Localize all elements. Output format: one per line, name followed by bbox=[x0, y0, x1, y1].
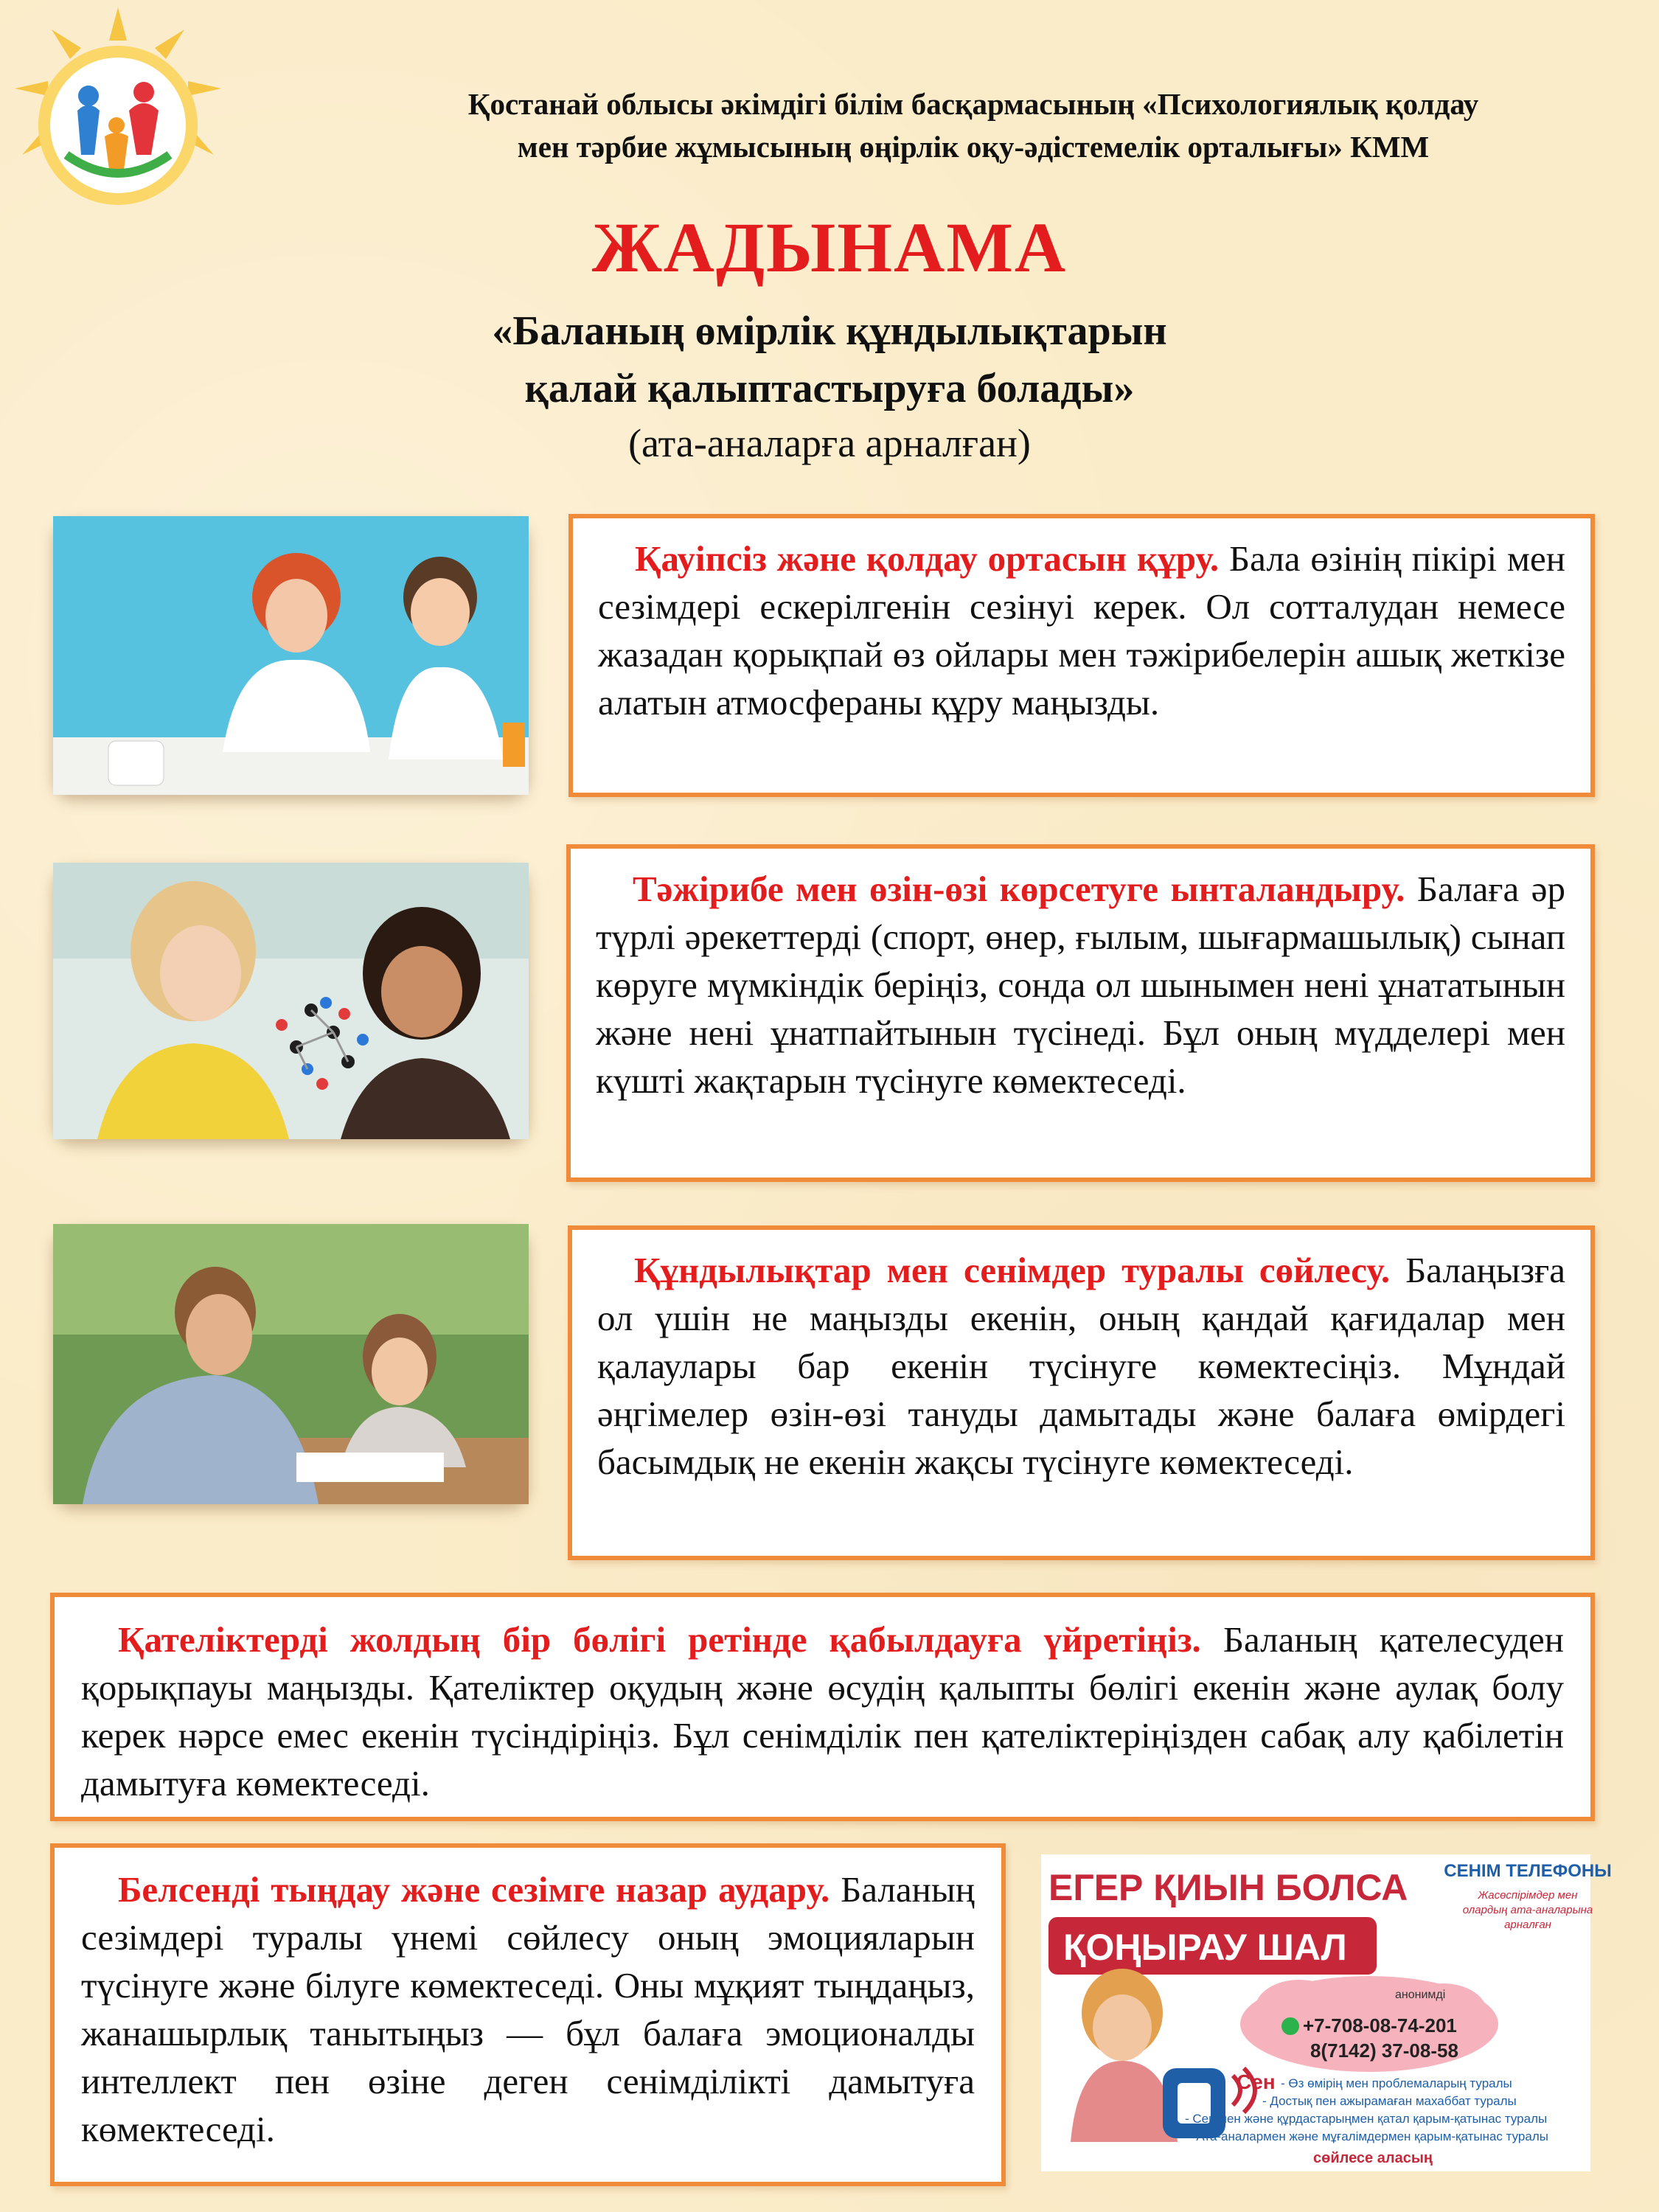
organization-name-line-2: мен тәрбие жұмысының өңірлік оқу-әдістемелік орталығы» КММ bbox=[517, 130, 1430, 164]
tip-5-heading: Белсенді тыңдау және сезімге назар аудару. bbox=[118, 1869, 830, 1910]
tip-card-5 bbox=[50, 1843, 1006, 2186]
you-label: Сен bbox=[1237, 2070, 1276, 2093]
center-logo bbox=[7, 7, 229, 229]
trust-phone-title: СЕНІМ ТЕЛЕФОНЫ bbox=[1444, 1861, 1612, 1881]
photo-girls-with-molecule-model bbox=[53, 863, 529, 1139]
photo-mother-and-son bbox=[53, 516, 529, 795]
tip-card-2 bbox=[566, 844, 1595, 1182]
tip-4-heading: Қателіктерді жолдың бір бөлігі ретінде қабылдауға үйретіңіз. bbox=[118, 1619, 1201, 1660]
phone-numbers-cloud bbox=[1240, 1976, 1498, 2072]
trust-phone-sub-1: Жасөспірімдер мен bbox=[1478, 1889, 1578, 1902]
photo-father-and-daughter bbox=[53, 1224, 529, 1504]
phone-number-2: 8(7142) 37-08-58 bbox=[1310, 2039, 1458, 2062]
organization-name bbox=[310, 83, 1637, 168]
tip-3-text: Балаңызға ол үшін не маңызды екенін, оның қандай қағидалар мен қалаулары бар екенін түсінуге көмектесіңіз. Мұндай әңгімелер өзін-өзі тануды дамытады және балаға өмірдегі басымдық не екенін жақсы түсінуге көмектеседі. bbox=[597, 1250, 1565, 1482]
phone-number-1: +7-708-08-74-201 bbox=[1303, 2014, 1457, 2037]
tip-card-4 bbox=[50, 1593, 1595, 1821]
tip-2-text: Балаға әр түрлі әрекеттерді (спорт, өнер, ғылым, шығармашылық) сынап көруге мүмкіндік беріңіз, сонда ол шынымен нені ұнататынын және нені ұнатпайтынын түсінеді. Бұл оның мүдделері мен күшті жақтарын түсінуге көмектеседі. bbox=[596, 869, 1565, 1101]
tip-3-heading: Құндылықтар мен сенімдер туралы сөйлесу. bbox=[634, 1250, 1391, 1290]
hotline-footer: сөйлесе аласың bbox=[1313, 2150, 1433, 2166]
tip-card-1 bbox=[568, 514, 1595, 797]
tip-1-text: Бала өзінің пікірі мен сезімдері ескерілгенін сезінуі керек. Ол сотталудан немесе жазадан қорықпай өз ойлары мен тәжірибелерін ашық жеткізе алатын атмосфераны құру маңызды. bbox=[598, 538, 1565, 723]
hotline-headline-1: ЕГЕР ҚИЫН БОЛСА bbox=[1048, 1867, 1408, 1908]
tip-5-text: Баланың сезімдері туралы үнемі сөйлесу оның эмоцияларын түсінуге және білуге көмектеседі. Оны мұқият тыңдаңыз, жанашырлық танытыңыз — бұл балаға эмоционалды интеллект пен өзіне деген сенімділікті дамытуға көмектеседі. bbox=[81, 1869, 975, 2149]
topic-1: - Өз өмірің мен проблемаларың туралы bbox=[1281, 2076, 1512, 2090]
topic-2: - Достық пен ажырамаған махаббат туралы bbox=[1262, 2094, 1517, 2108]
trust-phone-sub-2: олардың ата-аналарына bbox=[1462, 1904, 1593, 1916]
tip-4-text: Баланың қателесуден қорықпауы маңызды. Қателіктер оқудың және өсудің қалыпты бөлігі екенін және аулақ болу керек нәрсе емес екенін түсіндіріңіз. Бұл сенімділік пен қателіктеріңізден сабақ алу қабілетін дамытуға көмектеседі. bbox=[81, 1619, 1564, 1804]
topic-4: - Ата-аналармен және мұғалімдермен қарым-қатынас туралы bbox=[1189, 2129, 1548, 2143]
trust-phone-sub-3: арналған bbox=[1504, 1919, 1551, 1931]
organization-name-line-1: Қостанай облысы әкімдігі білім басқармасының «Психологиялық қолдау bbox=[467, 87, 1479, 121]
tip-card-3 bbox=[568, 1225, 1595, 1560]
page-subtitle bbox=[0, 302, 1659, 417]
anonymous-label: анонимді bbox=[1395, 1989, 1446, 2001]
whatsapp-icon bbox=[1281, 2017, 1299, 2035]
hotline-poster bbox=[1041, 1854, 1612, 2171]
audience-note: (ата-аналарға арналған) bbox=[628, 421, 1031, 465]
subtitle-line-1: «Баланың өмірлік құндылықтарын bbox=[492, 308, 1167, 354]
topic-3: - Сенімен және құрдастарыңмен қатал қарым-қатынас туралы bbox=[1185, 2112, 1548, 2126]
subtitle-line-2: қалай қалыптастыруға болады» bbox=[524, 366, 1135, 411]
hotline-headline-2: ҚОҢЫРАУ ШАЛ bbox=[1063, 1927, 1347, 1968]
page-title: ЖАДЫНАМА bbox=[591, 208, 1068, 287]
tip-1-heading: Қауіпсіз және қолдау ортасын құру. bbox=[635, 538, 1220, 579]
tip-2-heading: Тәжірибе мен өзін-өзі көрсетуге ынталандыру. bbox=[633, 869, 1405, 909]
